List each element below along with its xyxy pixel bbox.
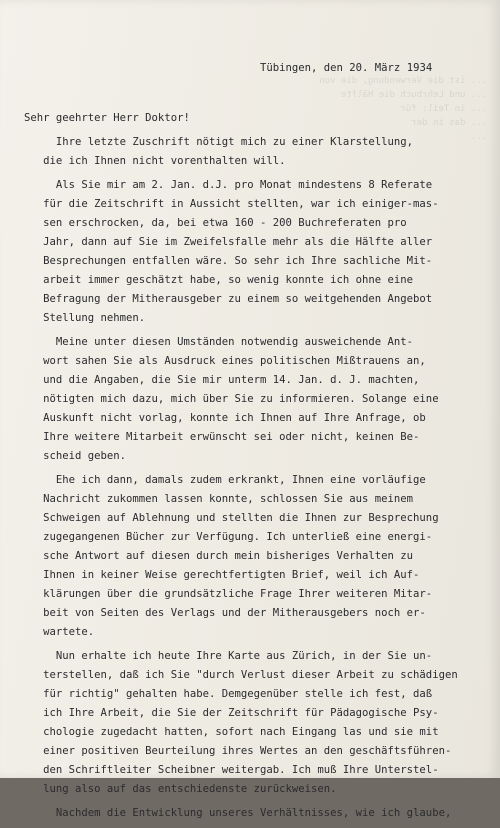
text-line: sen erschrocken, da, bei etwa 160 - 200 Buchreferaten pro <box>24 217 407 229</box>
text-line: zugegangenen Bücher zur Verfügung. Ich unterließ eine energi- <box>24 531 433 543</box>
bleed-through-line: ... und Lehrbuch die Hälfte <box>340 90 498 100</box>
letter-paragraph <box>24 333 500 466</box>
text-line: ich Ihre Arbeit, die Sie der Zeitschrift für Pädagogische Psy- <box>24 707 439 719</box>
letter-paragraph <box>24 176 500 328</box>
letter-paragraph <box>24 804 500 823</box>
text-line: die ich Ihnen nicht vorenthalten will. <box>24 155 286 167</box>
text-line: klärungen über die grundsätzliche Frage Ihrer weiteren Mitar- <box>24 588 433 600</box>
text-line: sche Antwort auf diesen durch mein bisheriges Verhalten zu <box>24 550 414 562</box>
text-line: Nachdem die Entwicklung unseres Verhältnisses, wie ich glaube, <box>24 807 452 819</box>
text-line: Schweigen auf Ablehnung und stellten die Ihnen zur Besprechung <box>24 512 439 524</box>
text-line: Ehe ich dann, damals zudem erkrankt, Ihnen eine vorläufige <box>24 474 426 486</box>
date-line: Tübingen, den 20. März 1934 <box>260 62 433 74</box>
text-line: Nun erhalte ich heute Ihre Karte aus Zürich, in der Sie un- <box>24 650 433 662</box>
bleed-through-line: ... das in der <box>411 118 498 128</box>
text-line: Ihre weitere Mitarbeit erwünscht sei oder nicht, keinen Be- <box>24 431 420 443</box>
text-line: Besprechungen entfallen wäre. So sehr ich Ihre sachliche Mit- <box>24 255 433 267</box>
text-line: einer positiven Beurteilung ihres Wertes an den geschäftsführen- <box>24 745 452 757</box>
text-line: und die Angaben, die Sie mir unterm 14. Jan. d. J. machten, <box>24 374 420 386</box>
bleed-through-line: ... <box>470 132 498 142</box>
text-line: Befragung der Mitherausgeber zu einem so weitgehenden Angebot <box>24 293 433 305</box>
text-line: wort sahen Sie als Ausdruck eines politischen Mißtrauens an, <box>24 355 426 367</box>
salutation: Sehr geehrter Herr Doktor! <box>24 112 190 124</box>
text-line: Stellung nehmen. <box>24 312 146 324</box>
letter-paragraph <box>24 133 500 171</box>
text-line: beit von Seiten des Verlags und der Mitherausgebers noch er- <box>24 607 426 619</box>
text-line: Ihre letzte Zuschrift nötigt mich zu einer Klarstellung, <box>24 136 414 148</box>
text-line: Nachricht zukommen lassen konnte, schlossen Sie aus meinem <box>24 493 414 505</box>
bleed-through-line: ... in Teil: für <box>400 104 498 114</box>
text-line: Jahr, dann auf Sie im Zweifelsfalle mehr als die Hälfte aller <box>24 236 433 248</box>
text-line: für die Zeitschrift in Aussicht stellten, war ich einiger-mas- <box>24 198 439 210</box>
text-line: für richtig" gehalten habe. Demgegenüber stelle ich fest, daß <box>24 688 433 700</box>
letter-body <box>24 133 500 828</box>
text-line: Als Sie mir am 2. Jan. d.J. pro Monat mindestens 8 Referate <box>24 179 433 191</box>
letter-paragraph <box>24 647 500 799</box>
text-line: Auskunft nicht vorlag, konnte ich Ihnen auf Ihre Anfrage, ob <box>24 412 426 424</box>
text-line: den Schriftleiter Scheibner weitergab. Ich muß Ihre Unterstel- <box>24 764 439 776</box>
letter-paragraph <box>24 471 500 642</box>
text-line: chologie zugedacht hatten, sofort nach Eingang las und sie mit <box>24 726 439 738</box>
text-line: nötigten mich dazu, mich über Sie zu informieren. Solange eine <box>24 393 439 405</box>
text-line: lung also auf das entschiedenste zurückweisen. <box>24 783 337 795</box>
text-line: Meine unter diesen Umständen notwendig ausweichende Ant- <box>24 336 414 348</box>
bleed-through-line: ... ist die Verwendung, die von <box>319 76 498 86</box>
text-line: scheid geben. <box>24 450 127 462</box>
text-line: wartete. <box>24 626 95 638</box>
text-line: Ihnen in keiner Weise gerechtfertigten Brief, weil ich Auf- <box>24 569 420 581</box>
text-line: arbeit immer geschätzt habe, so wenig konnte ich ohne eine <box>24 274 414 286</box>
text-line: terstellen, daß ich Sie "durch Verlust dieser Arbeit zu schädigen <box>24 669 458 681</box>
